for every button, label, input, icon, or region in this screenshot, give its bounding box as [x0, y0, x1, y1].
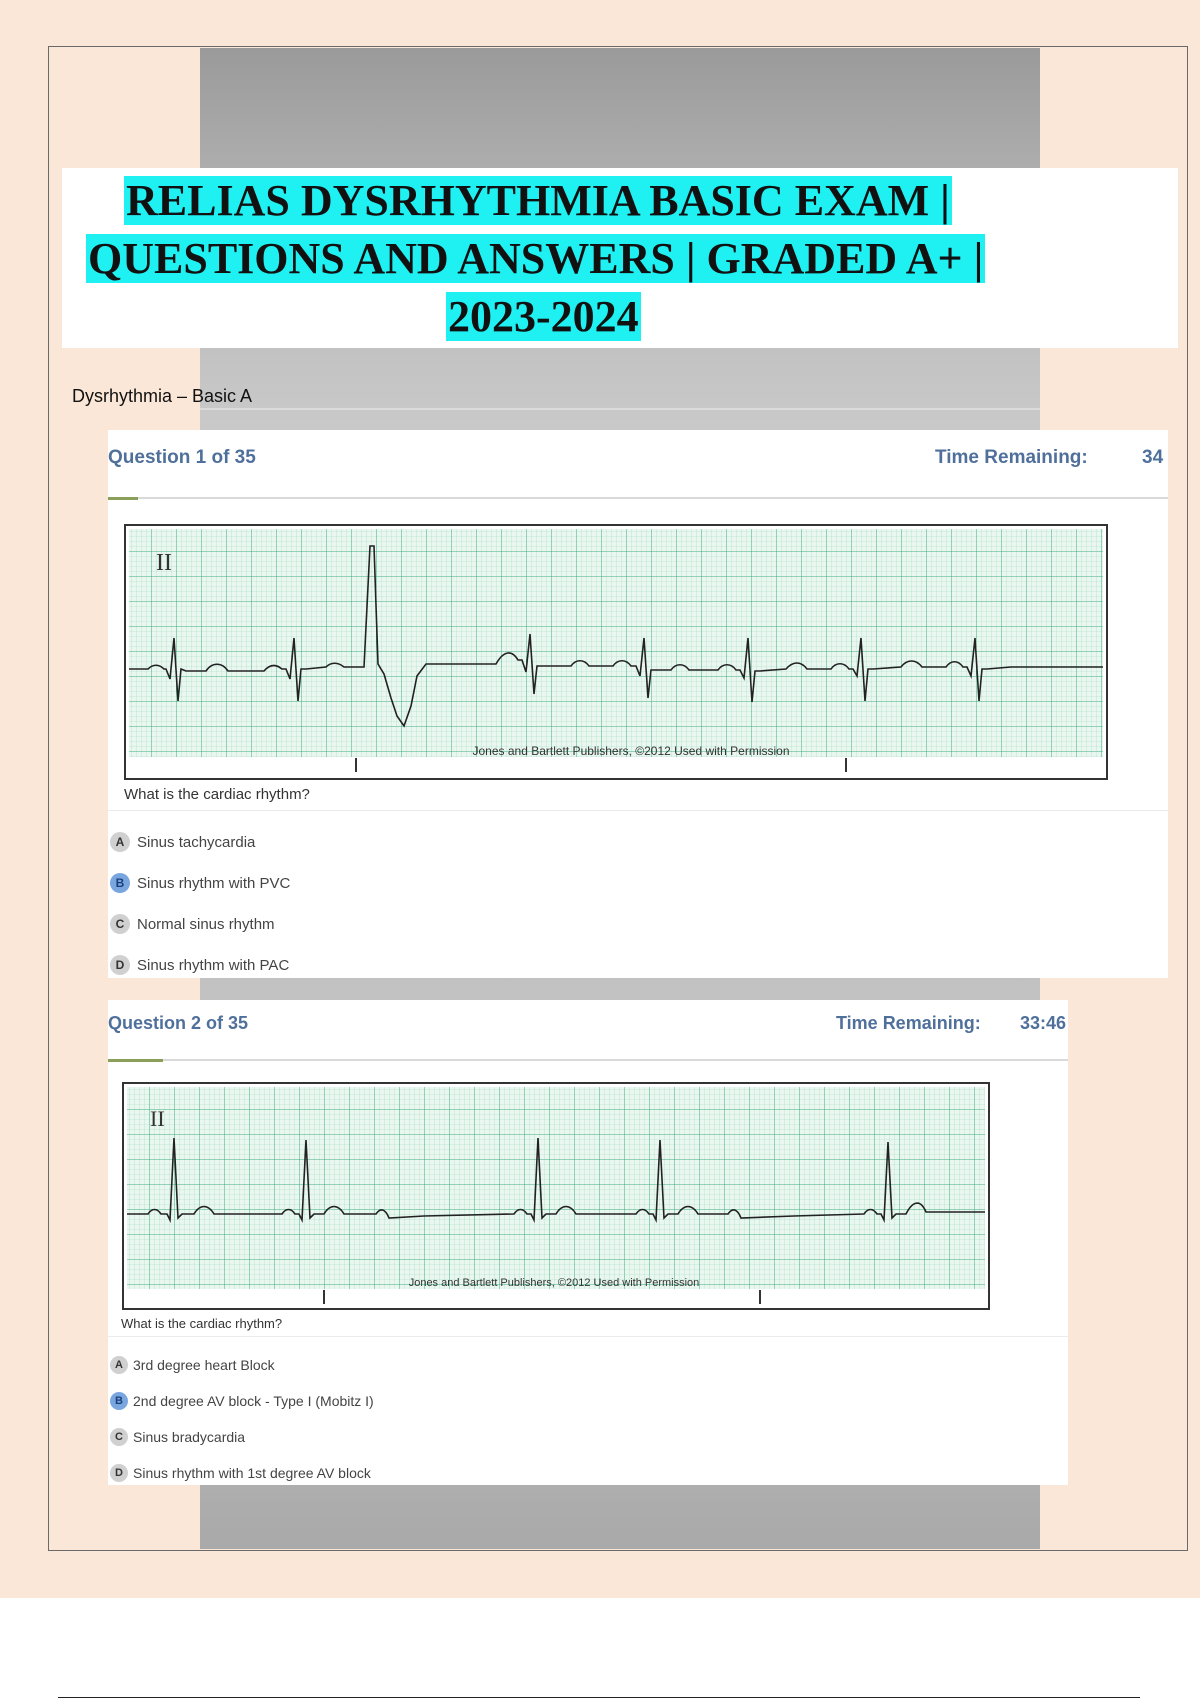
- option-label: Sinus rhythm with 1st degree AV block: [133, 1465, 371, 1481]
- ecg-strip: [124, 524, 1108, 780]
- document-subtitle: Dysrhythmia – Basic A: [72, 386, 253, 406]
- option-badge-d: D: [110, 955, 130, 975]
- question-panel-1: [108, 430, 1168, 978]
- option-d[interactable]: [110, 955, 289, 975]
- option-badge-a: A: [110, 1356, 128, 1374]
- time-remaining-label: Time Remaining:: [935, 447, 1088, 468]
- option-d[interactable]: [110, 1464, 371, 1482]
- option-badge-c: C: [110, 914, 130, 934]
- question-text: What is the cardiac rhythm?: [124, 786, 310, 803]
- option-label: 3rd degree heart Block: [133, 1357, 275, 1373]
- title-line-3: 2023-2024: [448, 292, 639, 341]
- option-badge-a: A: [110, 832, 130, 852]
- option-c[interactable]: [110, 1428, 245, 1446]
- document-title: [62, 168, 1178, 348]
- title-line-2: QUESTIONS AND ANSWERS | GRADED A+ |: [88, 234, 984, 283]
- time-remaining-value: 34: [1142, 447, 1164, 468]
- option-c[interactable]: [110, 914, 275, 934]
- question-divider: [108, 1336, 1068, 1337]
- title-line-1: RELIAS DYSRHYTHMIA BASIC EXAM |: [126, 176, 950, 225]
- option-badge-d: D: [110, 1464, 128, 1482]
- option-label: Sinus bradycardia: [133, 1429, 246, 1445]
- question-number: Question 2 of 35: [108, 1013, 249, 1033]
- strip-credit: Jones and Bartlett Publishers, ©2012 Used with Permission: [472, 744, 790, 758]
- option-b[interactable]: [110, 873, 290, 893]
- option-label: Sinus rhythm with PVC: [137, 874, 291, 892]
- footer-rule: [58, 1697, 1140, 1698]
- option-b[interactable]: [110, 1392, 374, 1410]
- option-label: 2nd degree AV block - Type I (Mobitz I): [133, 1393, 374, 1409]
- question-panel-2: [108, 1000, 1068, 1485]
- option-badge-b-selected: B: [110, 873, 130, 893]
- progress-accent: [108, 497, 138, 500]
- lead-label: II: [150, 1106, 165, 1131]
- option-badge-c: C: [110, 1428, 128, 1446]
- lead-label: II: [156, 550, 172, 576]
- ecg-strip-graphic: [126, 526, 1106, 778]
- time-remaining-value: 33:46: [1020, 1013, 1067, 1033]
- time-remaining-label: Time Remaining:: [836, 1013, 981, 1033]
- strip-credit: Jones and Bartlett Publishers, ©2012 Used with Permission: [408, 1277, 700, 1289]
- ecg-strip-graphic: [124, 1084, 988, 1308]
- question-divider: [108, 810, 1168, 811]
- header-rule: [108, 1059, 1068, 1061]
- header-rule: [108, 497, 1168, 499]
- option-a[interactable]: [110, 1356, 275, 1374]
- page-bottom-margin: [0, 1598, 1200, 1700]
- option-a[interactable]: [110, 832, 255, 852]
- option-label: Sinus rhythm with PAC: [137, 956, 290, 974]
- question-text: What is the cardiac rhythm?: [121, 1316, 283, 1331]
- question-number: Question 1 of 35: [108, 447, 256, 468]
- option-label: Normal sinus rhythm: [137, 915, 275, 933]
- progress-accent: [108, 1059, 163, 1062]
- option-label: Sinus tachycardia: [137, 833, 256, 851]
- option-badge-b-selected: B: [110, 1392, 128, 1410]
- ecg-strip: [122, 1082, 990, 1310]
